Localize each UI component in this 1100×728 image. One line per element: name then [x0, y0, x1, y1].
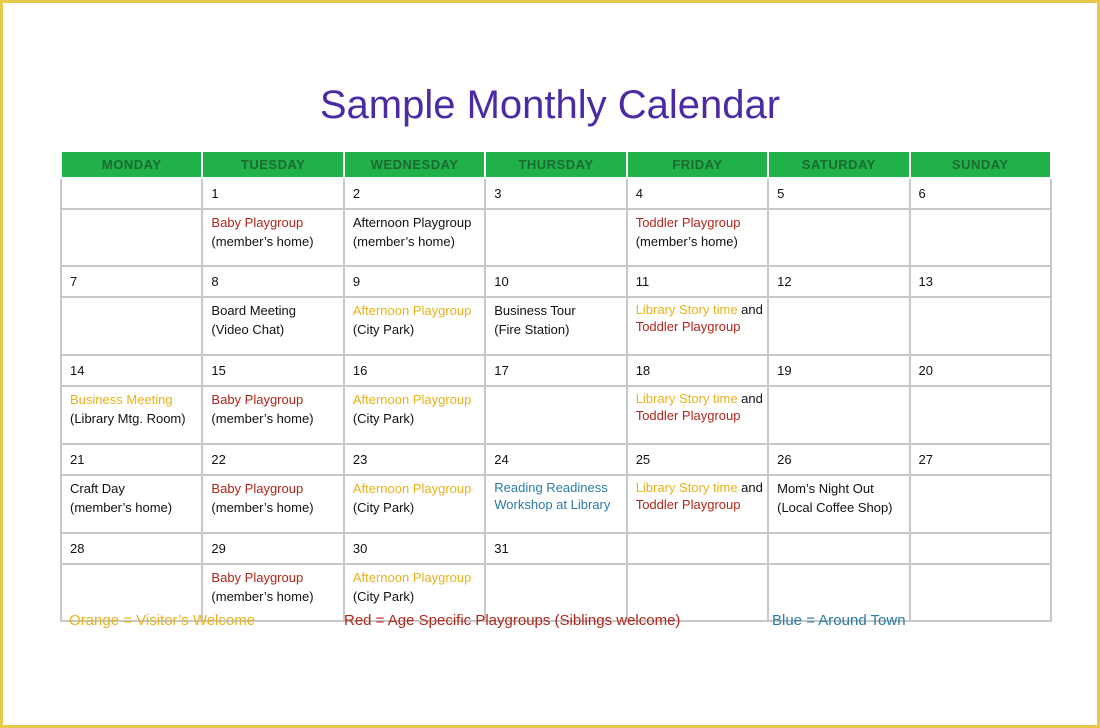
event-title: Toddler Playgroup: [635, 215, 741, 230]
event-title: Library Story time: [635, 480, 738, 495]
date-number: 4: [627, 178, 768, 209]
day-events-cell: [485, 386, 626, 444]
week-date-row: [61, 533, 1051, 564]
date-number: 3: [485, 178, 626, 209]
week-event-row: [61, 209, 1051, 266]
header-sunday: SUNDAY: [910, 151, 1051, 178]
day-events-cell: [344, 297, 485, 355]
date-number: 15: [202, 355, 343, 386]
event-title: Baby Playgroup: [211, 481, 304, 496]
event-title: Craft Day: [70, 481, 125, 496]
week-event-row: [61, 386, 1051, 444]
date-number: 1: [202, 178, 343, 209]
event-title: Baby Playgroup: [211, 570, 304, 585]
week-date-row: [61, 355, 1051, 386]
event-title: Board Meeting: [211, 303, 296, 318]
date-number: 12: [768, 266, 909, 297]
date-number: 19: [768, 355, 909, 386]
week-date-row: [61, 444, 1051, 475]
date-number: [768, 533, 909, 564]
event-title: Mom’s Night Out: [777, 481, 874, 496]
event-title: Library Story time: [635, 302, 738, 317]
event-location: (member’s home): [70, 500, 173, 515]
date-number: 20: [910, 355, 1051, 386]
day-events-cell: [344, 475, 485, 533]
event-location: (City Park): [352, 411, 415, 426]
date-number: 7: [61, 266, 202, 297]
date-number: 10: [485, 266, 626, 297]
event-title: Baby Playgroup: [211, 392, 304, 407]
week-date-row: [61, 266, 1051, 297]
date-number: 6: [910, 178, 1051, 209]
header-tuesday: TUESDAY: [202, 151, 343, 178]
date-number: 13: [910, 266, 1051, 297]
event-location: (Local Coffee Shop): [777, 500, 893, 515]
event-location: (Fire Station): [494, 322, 570, 337]
header-thursday: THURSDAY: [485, 151, 626, 178]
day-events-cell: [768, 209, 909, 266]
header-monday: MONDAY: [61, 151, 202, 178]
date-number: [61, 178, 202, 209]
day-events-cell: [485, 297, 626, 355]
day-events-cell: [61, 475, 202, 533]
event-location: (City Park): [352, 500, 415, 515]
event-location: (City Park): [352, 589, 415, 604]
event-location: (member’s home): [635, 234, 738, 249]
week-event-row: [61, 475, 1051, 533]
day-events-cell: [344, 386, 485, 444]
date-number: 23: [344, 444, 485, 475]
calendar-table: [60, 150, 1052, 622]
event-location: (City Park): [352, 322, 415, 337]
date-number: 14: [61, 355, 202, 386]
event-location: (Video Chat): [211, 322, 285, 337]
event-title: Workshop at Library: [494, 496, 611, 512]
day-events-cell: [202, 297, 343, 355]
day-events-cell: [768, 297, 909, 355]
day-events-cell: [202, 209, 343, 266]
legend-red: Red = Age Specific Playgroups (Siblings welcome): [344, 612, 681, 629]
date-number: 28: [61, 533, 202, 564]
day-events-cell: [768, 386, 909, 444]
header-friday: FRIDAY: [627, 151, 768, 178]
day-events-cell: [61, 297, 202, 355]
date-number: 26: [768, 444, 909, 475]
event-location: (member’s home): [211, 234, 314, 249]
day-events-cell: [910, 564, 1051, 621]
date-number: 29: [202, 533, 343, 564]
date-number: 17: [485, 355, 626, 386]
day-events-cell: [202, 475, 343, 533]
day-events-cell: [202, 386, 343, 444]
day-events-cell: [910, 209, 1051, 266]
event-joiner: and: [737, 302, 763, 317]
date-number: 25: [627, 444, 768, 475]
event-location: (member’s home): [211, 500, 314, 515]
date-number: 11: [627, 266, 768, 297]
event-location: (Library Mtg. Room): [70, 411, 186, 426]
date-number: 18: [627, 355, 768, 386]
week-date-row: [61, 178, 1051, 209]
date-number: 8: [202, 266, 343, 297]
date-number: 21: [61, 444, 202, 475]
event-title: Afternoon Playgroup: [352, 570, 472, 585]
date-number: 5: [768, 178, 909, 209]
date-number: 16: [344, 355, 485, 386]
day-events-cell: [627, 475, 768, 533]
date-number: 24: [485, 444, 626, 475]
day-events-cell: [61, 209, 202, 266]
page-title: Sample Monthly Calendar: [319, 83, 781, 127]
day-events-cell: [910, 475, 1051, 533]
event-title: Afternoon Playgroup: [352, 392, 472, 407]
header-wednesday: WEDNESDAY: [344, 151, 485, 178]
date-number: 2: [344, 178, 485, 209]
event-title: Toddler Playgroup: [635, 318, 741, 334]
event-title: Business Tour: [494, 303, 576, 318]
day-events-cell: [485, 209, 626, 266]
date-number: 27: [910, 444, 1051, 475]
event-location: (member’s home): [352, 234, 455, 249]
day-events-cell: [627, 386, 768, 444]
event-title: Toddler Playgroup: [635, 496, 741, 512]
day-events-cell: [627, 209, 768, 266]
event-title: Reading Readiness: [494, 480, 608, 495]
date-number: [627, 533, 768, 564]
legend-orange: Orange = Visitor’s Welcome: [69, 612, 256, 629]
header-saturday: SATURDAY: [768, 151, 909, 178]
event-title: Baby Playgroup: [211, 215, 304, 230]
event-title: Afternoon Playgroup: [352, 481, 472, 496]
date-number: 22: [202, 444, 343, 475]
event-joiner: and: [737, 391, 763, 406]
event-location: (member’s home): [211, 411, 314, 426]
date-number: 31: [485, 533, 626, 564]
day-events-cell: [485, 475, 626, 533]
event-title: Business Meeting: [70, 392, 173, 407]
date-number: 30: [344, 533, 485, 564]
legend-blue: Blue = Around Town: [772, 612, 906, 629]
week-event-row: [61, 297, 1051, 355]
day-events-cell: [910, 297, 1051, 355]
event-location: (member’s home): [211, 589, 314, 604]
date-number: [910, 533, 1051, 564]
date-number: 9: [344, 266, 485, 297]
event-title: Toddler Playgroup: [635, 407, 741, 423]
event-title: Library Story time: [635, 391, 738, 406]
day-events-cell: [627, 297, 768, 355]
event-title: Afternoon Playgroup: [352, 215, 472, 230]
day-events-cell: [768, 475, 909, 533]
day-events-cell: [61, 386, 202, 444]
day-events-cell: [344, 209, 485, 266]
weekday-header-row: [61, 151, 1051, 178]
day-events-cell: [910, 386, 1051, 444]
event-title: Afternoon Playgroup: [352, 303, 472, 318]
event-joiner: and: [737, 480, 763, 495]
calendar-body: [61, 178, 1051, 621]
